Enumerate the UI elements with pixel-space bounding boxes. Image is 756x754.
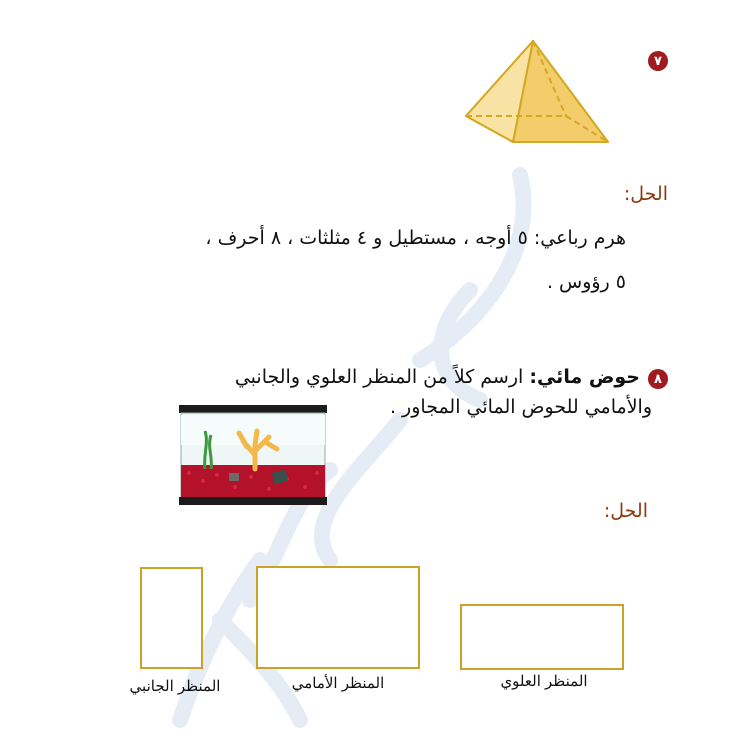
front-view-rectangle	[256, 566, 420, 669]
top-view-label: المنظر العلوي	[500, 673, 588, 690]
aquarium-image	[177, 403, 329, 511]
problem-8-prompt: ارسم كلاً من المنظر العلوي والجانبي	[234, 366, 524, 388]
side-view-label: المنظر الجانبي	[129, 678, 221, 695]
problem-7-badge	[648, 51, 668, 71]
problem-7-solution-line-2: ٥ رؤوس .	[546, 271, 626, 293]
front-view-label: المنظر الأمامي	[291, 675, 385, 692]
problem-7-solution-line-1: هرم رباعي: ٥ أوجه ، مستطيل و ٤ مثلثات ، ٨ أحرف ،	[205, 227, 626, 249]
square-pyramid-figure	[458, 38, 618, 148]
problem-7-solution-label: الحل:	[623, 183, 668, 205]
side-view-rectangle	[140, 567, 203, 669]
problem-8-text-line-1	[235, 366, 640, 388]
problem-8-number: ٨	[654, 371, 662, 387]
problem-8-badge	[648, 369, 668, 389]
top-view-rectangle	[460, 604, 624, 670]
problem-8-title: حوض مائي:	[529, 366, 640, 388]
problem-8-solution-label: الحل:	[603, 500, 648, 522]
problem-8-text-line-2: والأمامي للحوض المائي المجاور .	[389, 396, 652, 418]
problem-7-number: ٧	[654, 53, 662, 69]
